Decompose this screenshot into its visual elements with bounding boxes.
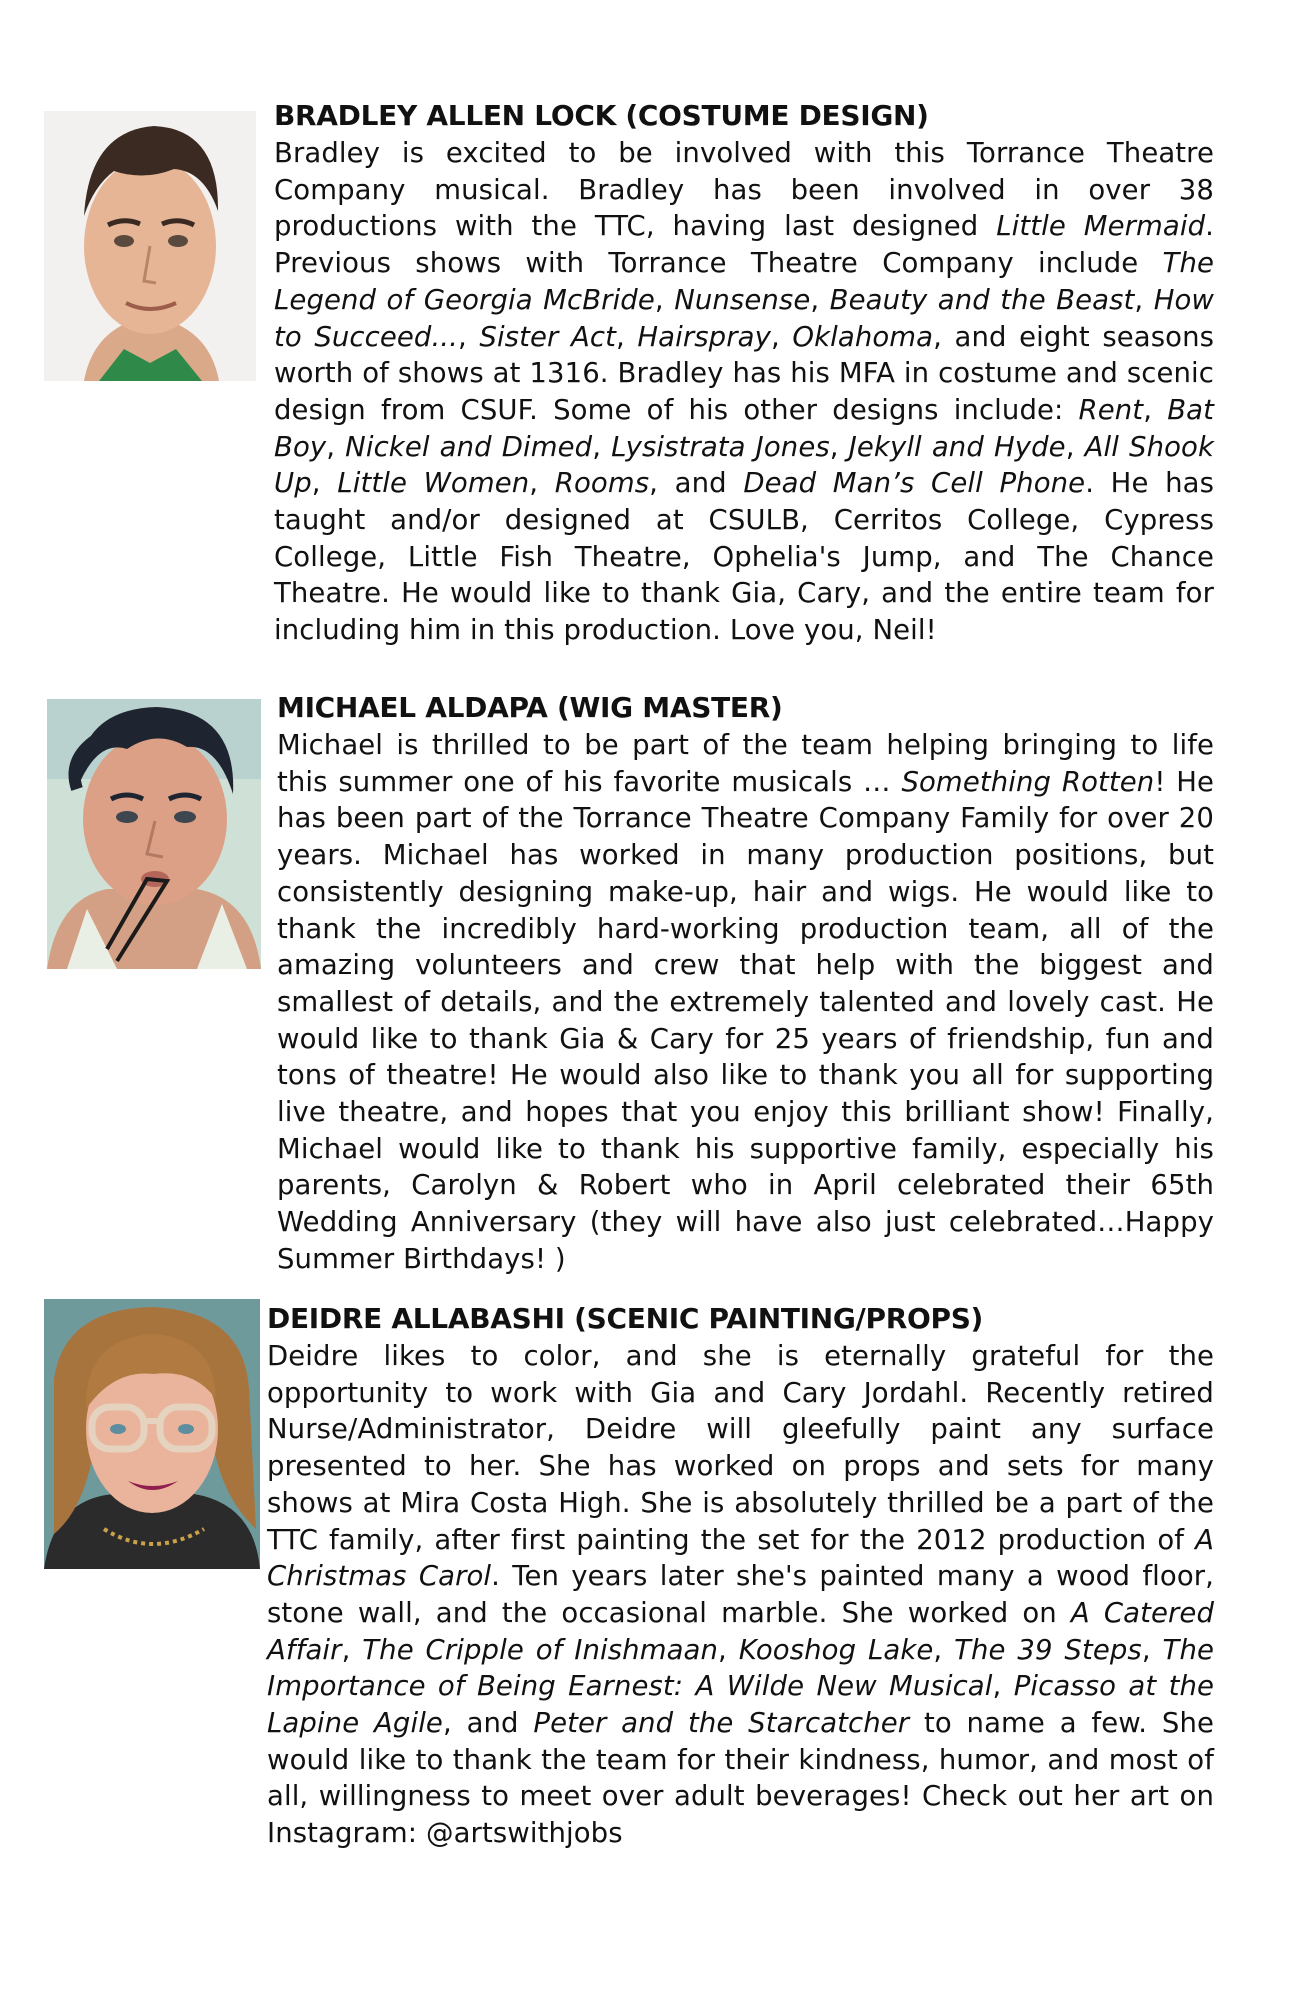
bio-text-run: Michael is thrilled to be part of the team helping bringing to life this summer one of his favorite musicals … (277, 729, 1214, 798)
bio-text (274, 135, 1214, 649)
bio-heading: MICHAEL ALDAPA (WIG MASTER) (277, 691, 783, 724)
bio-text-run: . Previous shows with Torrance Theatre Company include (274, 210, 1214, 280)
production-title: The Legend of Georgia McBride (274, 247, 1214, 316)
bio-text-run: , (311, 467, 338, 500)
production-title: Something Rotten (901, 765, 1155, 798)
production-title: Oklahoma (792, 320, 934, 353)
bio-text-run: , and (442, 1707, 534, 1740)
bio-text-run: , (529, 467, 555, 500)
bio-text-run: , (1134, 283, 1154, 316)
production-title: Hairspray (637, 320, 771, 353)
bio-text-run: , (1143, 393, 1168, 426)
bio-text-run: , and (649, 467, 744, 500)
production-title: Lysistrata Jones (611, 430, 830, 463)
production-title: Nunsense (674, 283, 811, 316)
bio-text-run: , (1141, 1633, 1163, 1666)
bio-text-run: . He has taught and/or designed at CSULB, Cerritos College, Cypress College, Little Fish Theatre, Ophelia's Jump, and The Chance Theatre. He would like to thank Gia, Cary, and the entire team for including him in this production. Love you, Neil! (274, 467, 1215, 647)
production-title: A Catered Affair (267, 1596, 1215, 1666)
production-title: Bat Boy (274, 393, 1214, 463)
production-title: All Shook Up (274, 430, 1215, 500)
bio-text-run: , (829, 430, 849, 463)
bio-text-run: , (718, 1633, 739, 1666)
bio-text-run: , (1065, 430, 1085, 463)
bio-text-run: , (770, 320, 793, 353)
production-title: Sister Act (479, 320, 616, 353)
production-title: Little Mermaid (996, 210, 1206, 243)
production-title: How to Succeed... (274, 283, 1215, 353)
bio-text-run: , (654, 283, 675, 316)
bio-text-run: , (933, 1633, 955, 1666)
portrait-illustration (47, 699, 261, 969)
bio-text (277, 727, 1214, 1278)
production-title: Kooshog Lake (738, 1633, 934, 1666)
bio-text-run: to name a few. She would like to thank the team for their kindness, humor, and most of all, willingness to meet over adult beverages! Check out her art on Instagram: @artswithjobs (267, 1707, 1215, 1850)
bio-text-run: , and eight seasons worth of shows at 1316. Bradley has his MFA in costume and scenic design from CSUF. Some of his other designs include: (274, 320, 1215, 426)
production-title: A Christmas Carol (267, 1523, 1214, 1593)
production-title: Rooms (554, 467, 650, 500)
bio-text-run: Deidre likes to color, and she is eternally grateful for the opportunity to work with Gia and Cary Jordahl. Recently retired Nurse/Administrator, Deidre will gleefully paint any surface presented to her. She has worked on props and sets for many shows at Mira Costa High. She is absolutely thrilled be a part of the TTC family, after first painting the set for the 2012 production of (267, 1340, 1214, 1556)
bio-heading: BRADLEY ALLEN LOCK (COSTUME DESIGN) (274, 99, 929, 132)
bio-michael-aldapa (277, 689, 1214, 1278)
bio-bradley-allen-lock (274, 97, 1214, 649)
bio-text (267, 1338, 1214, 1852)
production-title: Beauty and the Beast (829, 283, 1135, 316)
production-title: Jekyll and Hyde (848, 430, 1066, 463)
bio-text-run: , (458, 320, 480, 353)
production-title: Peter and the Starcatcher (533, 1707, 910, 1740)
headshot-bradley-allen-lock (44, 111, 256, 381)
headshot-michael-aldapa (47, 699, 261, 969)
bio-text-run: , (592, 430, 612, 463)
production-title: Nickel and Dimed (345, 430, 593, 463)
production-title: Little Women (337, 467, 530, 500)
bio-text-run: , (992, 1670, 1014, 1703)
bio-text-run: , (326, 430, 346, 463)
production-title: The 39 Steps (954, 1633, 1142, 1666)
production-title: Picasso at the Lapine Agile (267, 1670, 1215, 1740)
headshot-deidre-allabashi (44, 1299, 260, 1569)
bio-heading: DEIDRE ALLABASHI (SCENIC PAINTING/PROPS) (267, 1302, 984, 1335)
bio-deidre-allabashi (267, 1300, 1214, 1852)
production-title: Dead Man’s Cell Phone (743, 467, 1086, 500)
portrait-illustration (44, 1299, 260, 1569)
production-title: The Importance of Being Earnest: A Wilde New Musical (267, 1633, 1214, 1703)
bio-text-run: , (615, 320, 638, 353)
production-title: Rent (1078, 393, 1144, 426)
bio-text-run: , (810, 283, 830, 316)
bio-text-run: ! He has been part of the Torrance Theatre Company Family for over 20 years. Michael has worked in many production positions, but consistently designing make-up, hair and wigs. He would like to thank the incredibly hard-working production team, all of the amazing volunteers and crew that help with the biggest and smallest of details, and the extremely talented and lovely cast. He would like to thank Gia & Cary for 25 years of friendship, fun and tons of theatre! He would also like to thank you all for supporting live theatre, and hopes that you enjoy this brilliant show! Finally, Michael would like to thank his supportive family, especially his parents, Carolyn & Robert who in April celebrated their 65th Wedding Anniversary (they will have also just celebrated…Happy Summer Birthdays! ) (277, 765, 1215, 1275)
portrait-illustration (44, 111, 256, 381)
production-title: The Cripple of Inishmaan (362, 1633, 719, 1666)
bio-text-run: Bradley is excited to be involved with this Torrance Theatre Company musical. Bradley has been involved in over 38 productions with the TTC, having last designed (274, 137, 1214, 243)
bio-text-run: . Ten years later she's painted many a wood floor, stone wall, and the occasional marble. She worked on (267, 1560, 1214, 1629)
bio-text-run: , (341, 1633, 363, 1666)
